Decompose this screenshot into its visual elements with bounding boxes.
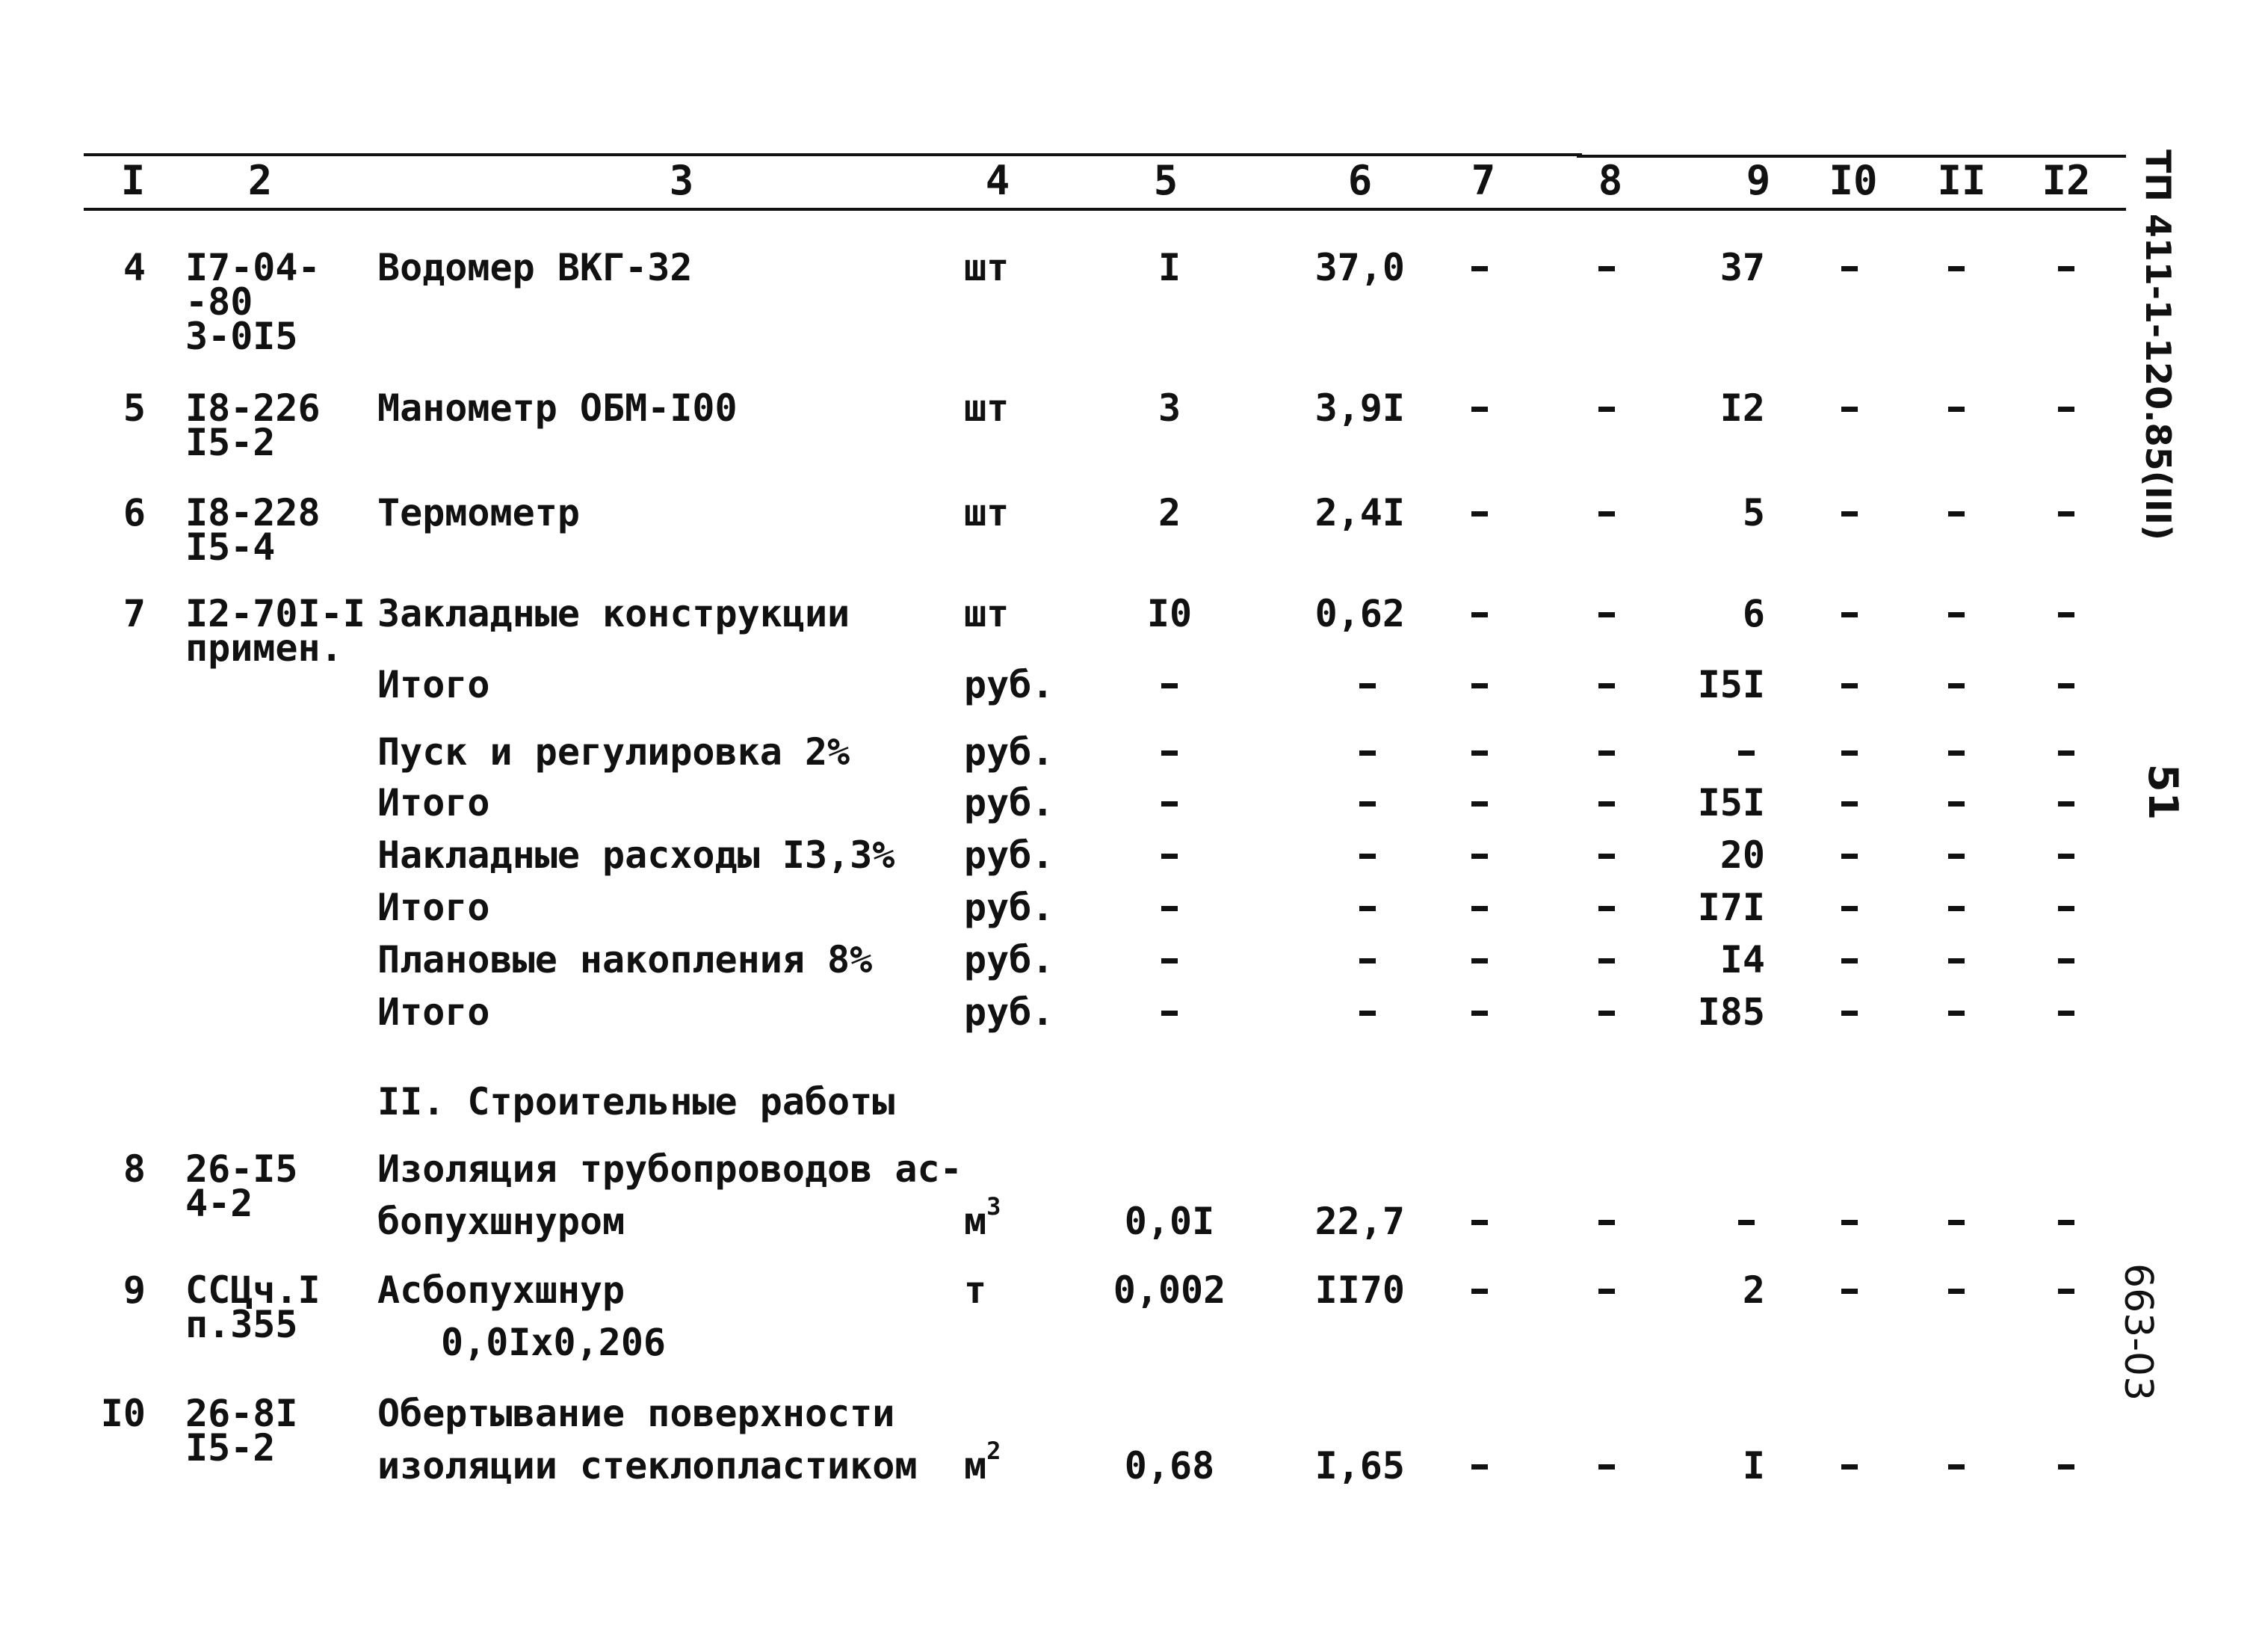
col11-dash — [1948, 750, 1965, 756]
col12-dash — [2058, 801, 2074, 807]
unit-price-dash — [1359, 958, 1376, 963]
norm-code-line: I8-228 — [185, 491, 321, 534]
unit: руб. — [964, 990, 1054, 1034]
unit: руб. — [964, 663, 1054, 706]
item-name: Асбопухшнур — [377, 1268, 625, 1312]
norm-code-line: I5-2 — [185, 1426, 276, 1470]
col10-dash — [1841, 407, 1858, 412]
col10-dash — [1841, 1011, 1858, 1016]
unit: руб. — [964, 730, 1054, 774]
total-cost: I5I — [1697, 663, 1765, 706]
column-header-10: I0 — [1829, 157, 1878, 204]
col12-dash — [2058, 612, 2074, 617]
norm-code-line: 3-0I5 — [185, 315, 298, 358]
item-name-continued: изоляции стеклопластиком — [377, 1444, 918, 1487]
item-name: Пуск и регулировка 2% — [377, 730, 850, 774]
norm-code-line: I7-04- — [185, 246, 321, 289]
col8-dash — [1598, 266, 1615, 271]
unit: шт — [964, 246, 1010, 289]
total-cost: I7I — [1697, 886, 1765, 929]
col11-dash — [1948, 511, 1965, 517]
column-header-11: II — [1937, 157, 1986, 204]
col12-dash — [2058, 1220, 2074, 1225]
col11-dash — [1948, 1220, 1965, 1225]
total-cost: I5I — [1697, 781, 1765, 824]
header-top-rule — [84, 153, 1582, 156]
quantity: 0,0I — [1124, 1200, 1215, 1243]
total-cost: I2 — [1719, 386, 1765, 430]
norm-code-line: примен. — [185, 626, 343, 670]
total-cost: 5 — [1742, 491, 1765, 534]
col7-dash — [1471, 407, 1488, 412]
row-number: I0 — [100, 1392, 146, 1435]
quantity: I — [1158, 246, 1181, 289]
unit-price-dash — [1359, 801, 1376, 807]
column-header-6: 6 — [1347, 157, 1373, 204]
col10-dash — [1841, 1464, 1858, 1470]
quantity: 3 — [1158, 386, 1181, 430]
norm-code-line: I8-226 — [185, 386, 321, 430]
col12-dash — [2058, 683, 2074, 688]
unit: т — [964, 1268, 987, 1312]
col7-dash — [1471, 854, 1488, 859]
quantity: I0 — [1146, 592, 1193, 635]
norm-code-line: I5-4 — [185, 525, 276, 569]
col8-dash — [1598, 906, 1615, 911]
unit-price-dash — [1359, 854, 1376, 859]
unit: шт — [964, 386, 1010, 430]
col11-dash — [1948, 854, 1965, 859]
row-number: 8 — [123, 1147, 146, 1191]
col10-dash — [1841, 801, 1858, 807]
quantity: 0,68 — [1124, 1444, 1215, 1487]
item-name: Плановые накопления 8% — [377, 938, 873, 981]
item-name: Итого — [377, 663, 490, 706]
col10-dash — [1841, 854, 1858, 859]
item-name: Накладные расходы I3,3% — [377, 833, 895, 877]
unit: руб. — [964, 781, 1054, 824]
unit-exponent: 2 — [986, 1437, 1001, 1465]
unit: $м^2$ — [964, 1437, 1001, 1487]
quantity-dash — [1161, 958, 1178, 963]
col10-dash — [1841, 1220, 1858, 1225]
total-cost: 37 — [1719, 246, 1765, 289]
unit: руб. — [964, 886, 1054, 929]
col11-dash — [1948, 958, 1965, 963]
unit-price: 22,7 — [1314, 1200, 1405, 1243]
col10-dash — [1841, 1289, 1858, 1294]
col7-dash — [1471, 1464, 1488, 1470]
quantity: 2 — [1158, 491, 1181, 534]
unit-price-dash — [1359, 906, 1376, 911]
col11-dash — [1948, 407, 1965, 412]
quantity: 0,002 — [1113, 1268, 1226, 1312]
total-cost: 20 — [1719, 833, 1765, 877]
col8-dash — [1598, 958, 1615, 963]
col7-dash — [1471, 683, 1488, 688]
total-cost-dash — [1738, 750, 1755, 756]
col7-dash — [1471, 1289, 1488, 1294]
total-cost: 2 — [1742, 1268, 1765, 1312]
col12-dash — [2058, 1464, 2074, 1470]
col8-dash — [1598, 750, 1615, 756]
unit-price-dash — [1359, 750, 1376, 756]
col12-dash — [2058, 854, 2074, 859]
column-header-7: 7 — [1471, 157, 1496, 204]
col8-dash — [1598, 1289, 1615, 1294]
side-stamp: ТП 411-1-120.85(III) — [2138, 149, 2178, 541]
col8-dash — [1598, 612, 1615, 617]
section-heading: II. Строительные работы — [377, 1080, 895, 1123]
quantity-dash — [1161, 683, 1178, 688]
item-name: Водомер ВКГ-32 — [377, 246, 693, 289]
col11-dash — [1948, 612, 1965, 617]
col8-dash — [1598, 801, 1615, 807]
norm-code-line: п.355 — [185, 1303, 298, 1346]
unit-price: I,65 — [1314, 1444, 1405, 1487]
col10-dash — [1841, 511, 1858, 517]
unit-price-dash — [1359, 1011, 1376, 1016]
column-header-5: 5 — [1153, 157, 1178, 204]
item-name: Обертывание поверхности — [377, 1392, 895, 1435]
col10-dash — [1841, 683, 1858, 688]
document-code: 663-03 — [2116, 1263, 2160, 1402]
col10-dash — [1841, 750, 1858, 756]
column-header-4: 4 — [985, 157, 1010, 204]
col7-dash — [1471, 511, 1488, 517]
col8-dash — [1598, 511, 1615, 517]
column-header-8: 8 — [1598, 157, 1623, 204]
page-number: 51 — [2139, 764, 2187, 821]
col7-dash — [1471, 266, 1488, 271]
col7-dash — [1471, 1011, 1488, 1016]
col11-dash — [1948, 801, 1965, 807]
total-cost-dash — [1738, 1220, 1755, 1225]
col8-dash — [1598, 1464, 1615, 1470]
norm-code-line: 4-2 — [185, 1182, 253, 1225]
quantity-dash — [1161, 1011, 1178, 1016]
column-header-3: 3 — [669, 157, 694, 204]
item-name: Итого — [377, 990, 490, 1034]
col11-dash — [1948, 683, 1965, 688]
unit-price: 37,0 — [1314, 246, 1405, 289]
quantity-dash — [1161, 801, 1178, 807]
row-number: 9 — [123, 1268, 146, 1312]
col8-dash — [1598, 854, 1615, 859]
norm-code-line: ССЦч.I — [185, 1268, 321, 1312]
unit-exponent: 3 — [986, 1192, 1001, 1221]
quantity-dash — [1161, 750, 1178, 756]
col10-dash — [1841, 906, 1858, 911]
item-name: Итого — [377, 781, 490, 824]
col12-dash — [2058, 511, 2074, 517]
quantity-dash — [1161, 906, 1178, 911]
col8-dash — [1598, 1220, 1615, 1225]
item-name: Итого — [377, 886, 490, 929]
norm-code-line: 26-8I — [185, 1392, 298, 1435]
col7-dash — [1471, 612, 1488, 617]
col8-dash — [1598, 407, 1615, 412]
column-header-1: I — [120, 157, 146, 204]
total-cost: I4 — [1719, 938, 1765, 981]
col12-dash — [2058, 1011, 2074, 1016]
unit: шт — [964, 491, 1010, 534]
column-header-9: 9 — [1746, 157, 1771, 204]
unit: $м^3$ — [964, 1192, 1001, 1243]
col12-dash — [2058, 750, 2074, 756]
col7-dash — [1471, 1220, 1488, 1225]
row-number: 6 — [123, 491, 146, 534]
norm-code-line: I2-70I-I — [185, 592, 365, 635]
col8-dash — [1598, 683, 1615, 688]
unit-price: 0,62 — [1314, 592, 1405, 635]
column-header-2: 2 — [247, 157, 273, 204]
col7-dash — [1471, 958, 1488, 963]
col11-dash — [1948, 266, 1965, 271]
row-number: 5 — [123, 386, 146, 430]
norm-code-line: 26-I5 — [185, 1147, 298, 1191]
item-name: Манометр ОБМ-I00 — [377, 386, 738, 430]
col7-dash — [1471, 801, 1488, 807]
col10-dash — [1841, 612, 1858, 617]
norm-code-line: I5-2 — [185, 421, 276, 464]
col11-dash — [1948, 1011, 1965, 1016]
unit-price: II70 — [1314, 1268, 1405, 1312]
column-header-12: I2 — [2042, 157, 2091, 204]
item-name-continued: 0,0Iх0,206 — [441, 1321, 667, 1364]
unit: шт — [964, 592, 1010, 635]
col11-dash — [1948, 1464, 1965, 1470]
col8-dash — [1598, 1011, 1615, 1016]
col11-dash — [1948, 906, 1965, 911]
col12-dash — [2058, 958, 2074, 963]
unit-price: 3,9I — [1314, 386, 1405, 430]
unit: руб. — [964, 938, 1054, 981]
total-cost: I — [1742, 1444, 1765, 1487]
unit-price: 2,4I — [1314, 491, 1405, 534]
norm-code-line: -80 — [185, 280, 253, 324]
item-name: Термометр — [377, 491, 580, 534]
item-name: Закладные конструкции — [377, 592, 850, 635]
item-name: Изоляция трубопроводов ас- — [377, 1147, 962, 1191]
unit: руб. — [964, 833, 1054, 877]
col7-dash — [1471, 906, 1488, 911]
row-number: 4 — [123, 246, 146, 289]
col11-dash — [1948, 1289, 1965, 1294]
total-cost: 6 — [1742, 592, 1765, 635]
col12-dash — [2058, 407, 2074, 412]
row-number: 7 — [123, 592, 146, 635]
col12-dash — [2058, 1289, 2074, 1294]
header-bottom-rule — [84, 208, 2126, 211]
col10-dash — [1841, 958, 1858, 963]
unit-price-dash — [1359, 683, 1376, 688]
item-name-continued: бопухшнуром — [377, 1200, 625, 1243]
col10-dash — [1841, 266, 1858, 271]
quantity-dash — [1161, 854, 1178, 859]
col7-dash — [1471, 750, 1488, 756]
col12-dash — [2058, 266, 2074, 271]
total-cost: I85 — [1697, 990, 1765, 1034]
col12-dash — [2058, 906, 2074, 911]
